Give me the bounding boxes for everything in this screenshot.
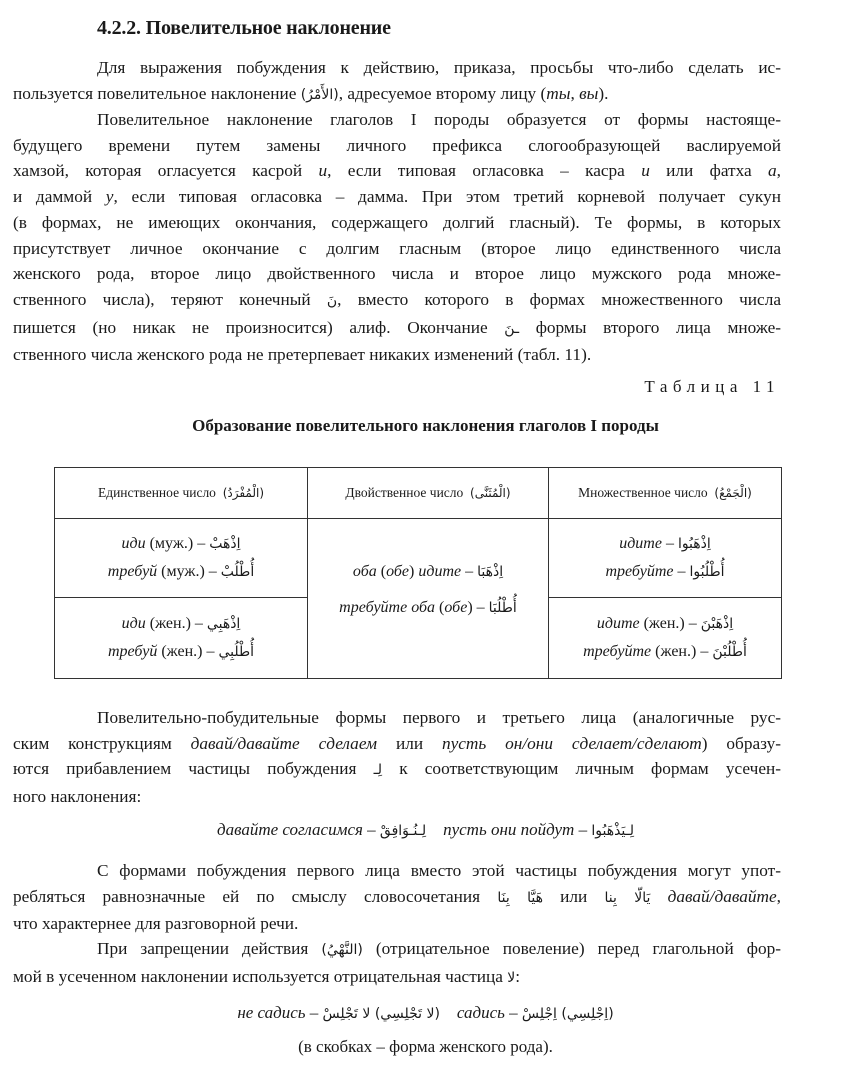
ru-text: )	[409, 562, 419, 580]
text-line: присутствует личное окончание с долгим гласным (второе лицо единственного числа	[13, 238, 781, 258]
table-row	[55, 519, 782, 598]
text-line	[13, 315, 782, 343]
vowel-i: и	[641, 161, 650, 181]
vowel-a: а	[768, 161, 777, 181]
paragraph-first-third-person	[13, 705, 782, 810]
ar-word: اِذْهَبُوا	[677, 536, 711, 552]
ru-word: иди	[121, 535, 146, 552]
ar-word: اِذْهَبْ	[209, 536, 241, 552]
text-line	[13, 81, 781, 109]
cell-plural-masc	[549, 519, 782, 598]
text-line: Для выражения побуждения к действию, приказа, просьбы что-либо сделать ис-	[97, 58, 781, 77]
vowel-u: у	[105, 187, 114, 207]
cell-singular-fem	[55, 598, 308, 679]
cell-singular-masc	[55, 519, 308, 598]
imperative-table	[54, 467, 782, 679]
ru-word: обе	[444, 598, 468, 616]
ru-text: –	[661, 535, 678, 552]
ar-word: أُطْلُبُوا	[689, 564, 725, 580]
table-entry	[549, 530, 781, 558]
header-singular	[55, 468, 308, 519]
text-run: формы второго лица множе-	[519, 317, 782, 337]
paragraph-formation	[13, 107, 782, 368]
text-run: ).	[598, 83, 609, 103]
text-run: ственного числа), теряют конечный	[13, 289, 327, 309]
header-arabic: (الْمُثَنَّى)	[470, 486, 511, 500]
text-run: :	[515, 966, 521, 986]
ru-word: требуйте	[583, 643, 652, 660]
text-line: Повелительно-побудительные формы первого и третьего лица (аналогичные рус-	[97, 708, 781, 727]
ru-text: –	[673, 563, 690, 580]
arabic-phrase: هَيَّا بِنَا	[497, 889, 543, 906]
ar-word: أُطْلُبْ	[220, 564, 255, 580]
italic-example: давай/давайте	[667, 886, 777, 906]
text-run: ским конструкциям	[13, 733, 191, 753]
ar-word: أُطْلُبْنَ	[712, 644, 747, 660]
italic-example: пусть он/они сделает/сделают	[441, 733, 702, 753]
text-run: , вместо которого в формах множественного числа	[337, 289, 781, 309]
header-arabic: (الْمُفْرَدُ)	[222, 486, 265, 500]
ru-word: идите	[596, 615, 640, 632]
text-line	[13, 158, 781, 184]
paragraph-colloquial	[13, 858, 781, 937]
section-heading: 4.2.2. Повелительное наклонение	[97, 17, 391, 39]
header-text: Множественное число	[578, 485, 708, 500]
ru-text: (	[376, 562, 387, 580]
text-line: ного наклонения:	[13, 787, 142, 807]
text-run: ,	[570, 83, 580, 103]
cell-dual	[308, 519, 549, 679]
ar-example: (اِجْلِسِي) اِجْلِسْ	[521, 1006, 614, 1022]
ru-text: –	[461, 562, 478, 580]
text-run: пользуется повелительное наклонение	[13, 83, 297, 103]
ar-example: لِـنُـوَافِقْ	[379, 823, 427, 839]
ru-word: идите	[418, 562, 462, 580]
ar-word: اِذْهَبِي	[206, 616, 241, 632]
header-text: Двойственное число	[345, 485, 464, 500]
vowel-i: и	[318, 161, 328, 181]
text-run: и даммой	[13, 187, 106, 207]
header-text: Единственное число	[97, 485, 216, 500]
arabic-particle-li: لِـ	[373, 762, 383, 779]
text-run: , если типовая огласовка – дамма. При этом третий корневой получает сукун	[113, 187, 781, 207]
table-label: Таблица 11	[644, 377, 780, 396]
table-entry	[549, 610, 781, 638]
text-run: мой в усеченном наклонении используется отрицательная частица	[13, 966, 508, 986]
table-entry	[55, 558, 307, 586]
table-title: Образование повелительного наклонения глаголов I породы	[192, 416, 659, 435]
text-line	[13, 756, 781, 784]
ru-text: (жен.) –	[651, 643, 713, 660]
ru-text: (жен.) –	[157, 643, 219, 660]
table-entry	[55, 530, 307, 558]
text-run: ребляться равнозначные ей по смыслу словосочетания	[13, 886, 498, 906]
ar-word: أُطْلُبِي	[218, 644, 255, 660]
ru-text: (жен.) –	[639, 615, 701, 632]
arabic-term: (النَّهْيُ)	[321, 942, 363, 958]
table-entry	[549, 638, 781, 666]
example-prohibition	[0, 1003, 851, 1023]
ar-word: اِذْهَبَا	[477, 563, 504, 580]
ru-word: идите	[619, 535, 662, 552]
ar-example: (لا تَجْلِسِي) لا تَجْلِسْ	[322, 1006, 440, 1022]
ru-word: обе	[386, 562, 410, 580]
table-header-row	[55, 468, 782, 519]
ru-word: требуй	[107, 563, 158, 580]
text-line: женского рода, второе лицо двойственного числа и второе лицо мужского рода множе-	[13, 264, 781, 284]
ru-text: ) –	[467, 598, 489, 616]
arabic-particle-la: لا	[507, 969, 516, 986]
text-run: ,	[776, 886, 781, 906]
table-entry	[55, 638, 307, 666]
ru-word: иди	[121, 615, 146, 632]
ru-word: оба	[352, 562, 377, 580]
ru-example: давайте согласимся –	[216, 820, 380, 839]
text-line: ственного числа женского рода не претерпевает никаких изменений (табл. 11).	[13, 345, 592, 365]
text-run: хамзой, которая огласуется касрой	[13, 161, 319, 181]
ru-word: требуйте	[605, 563, 674, 580]
text-line	[13, 184, 781, 210]
arabic-phrase: يَالّا بِنا	[604, 889, 651, 906]
text-line: будущего времени путем замены личного префикса слогообразующей васлируемой	[13, 135, 781, 155]
text-run: или	[542, 886, 605, 906]
ru-text: (жен.) –	[145, 615, 207, 632]
text-line: (в формах, не имеющих окончания, содержащего долгий гласный). Те формы, в которых	[13, 212, 781, 232]
arabic-term: (الأَمْرُ)	[300, 86, 339, 103]
cell-plural-fem	[549, 598, 782, 679]
text-run: , если типовая огласовка – касра	[327, 161, 642, 181]
arabic-letter-nun: نَ	[326, 292, 338, 309]
text-line	[13, 964, 781, 992]
text-line: Повелительное наклонение глаголов I породы образуется от формы настояще-	[97, 110, 781, 129]
italic-example: давай/давайте сделаем	[190, 733, 378, 753]
text-line	[13, 287, 781, 315]
ru-example: пусть они пойдут –	[443, 820, 592, 839]
text-run: или	[377, 733, 442, 753]
ru-text: (муж.) –	[145, 535, 210, 552]
text-line	[13, 731, 782, 757]
text-run: , адресуемое второму лицу (	[338, 83, 547, 103]
text-run: (отрицательное повеление) перед глагольной фор-	[362, 939, 781, 958]
pronoun-vy: вы	[579, 83, 599, 103]
text-run: ) образу-	[701, 733, 782, 753]
text-line: С формами побуждения первого лица вместо этой частицы побуждения могут упот-	[97, 861, 781, 880]
text-line: что характернее для разговорной речи.	[13, 914, 299, 934]
header-arabic: (الْجَمْعُ)	[714, 486, 752, 500]
example-particle-li	[0, 820, 851, 840]
table-entry	[55, 610, 307, 638]
ru-example: садись –	[456, 1003, 522, 1022]
paragraph-prohibition	[13, 936, 781, 991]
table-entry	[308, 594, 548, 622]
ru-example: не садись –	[237, 1003, 323, 1022]
header-dual	[308, 468, 549, 519]
paragraph-intro	[13, 55, 781, 108]
text-run: ,	[776, 161, 781, 181]
ar-word: اِذْهَبْنَ	[700, 616, 734, 632]
text-line	[55, 936, 781, 964]
arabic-ending-na: ـنَ	[504, 320, 520, 337]
text-line	[13, 884, 781, 912]
ru-text: (муж.) –	[157, 563, 221, 580]
ar-example: لِـيَذْهَبُوا	[591, 823, 635, 839]
ar-word: أُطْلُبَا	[488, 599, 517, 616]
ru-text: (	[435, 598, 445, 616]
header-plural	[549, 468, 782, 519]
text-run: При запрещении действия	[97, 939, 322, 958]
example-note: (в скобках – форма женского рода).	[298, 1037, 553, 1056]
text-run: к соответствующим личным формам усечен-	[382, 759, 781, 779]
table-entry	[308, 558, 548, 586]
ru-word: требуй	[107, 643, 158, 660]
text-run: ются прибавлением частицы побуждения	[13, 759, 374, 779]
table-entry	[549, 558, 781, 586]
text-run: пишется (но никак не произносится) алиф. Окончание	[13, 317, 505, 337]
ru-word: требуйте оба	[339, 598, 436, 616]
text-run: или фатха	[649, 161, 769, 181]
pronoun-ty: ты	[546, 83, 571, 103]
